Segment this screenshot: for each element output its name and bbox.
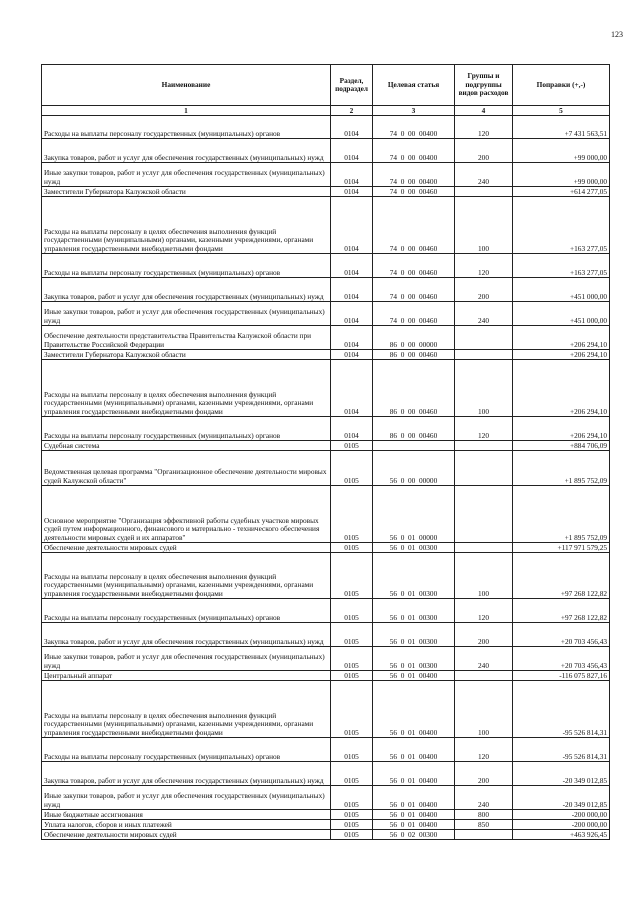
header-amendment: Поправки (+,-) bbox=[513, 65, 610, 106]
row-amount: +1 895 752,09 bbox=[513, 451, 610, 486]
row-name: Центральный аппарат bbox=[42, 671, 331, 681]
row-section: 0105 bbox=[331, 599, 373, 623]
row-article: 56 0 01 00300 bbox=[373, 623, 455, 647]
row-amount: +7 431 563,51 bbox=[513, 116, 610, 139]
row-group bbox=[455, 486, 513, 543]
row-section: 0105 bbox=[331, 451, 373, 486]
row-section: 0104 bbox=[331, 163, 373, 187]
column-number: 3 bbox=[373, 106, 455, 116]
table-row bbox=[42, 197, 610, 254]
row-amount: +206 294,10 bbox=[513, 417, 610, 441]
row-amount: +451 000,00 bbox=[513, 302, 610, 326]
table-row bbox=[42, 302, 610, 326]
row-group: 100 bbox=[455, 553, 513, 599]
row-group: 240 bbox=[455, 302, 513, 326]
row-group bbox=[455, 830, 513, 840]
row-article: 56 0 01 00000 bbox=[373, 486, 455, 543]
table-row bbox=[42, 350, 610, 360]
row-amount: +884 706,09 bbox=[513, 441, 610, 451]
row-group bbox=[455, 441, 513, 451]
table-row bbox=[42, 543, 610, 553]
row-group bbox=[455, 187, 513, 197]
row-amount: +206 294,10 bbox=[513, 326, 610, 350]
table-row bbox=[42, 810, 610, 820]
row-article: 56 0 00 00000 bbox=[373, 451, 455, 486]
row-amount: +206 294,10 bbox=[513, 360, 610, 417]
header-name: Наименование bbox=[42, 65, 331, 106]
row-section: 0105 bbox=[331, 786, 373, 810]
row-section: 0104 bbox=[331, 187, 373, 197]
row-amount: +117 971 579,25 bbox=[513, 543, 610, 553]
column-number: 5 bbox=[513, 106, 610, 116]
table-row bbox=[42, 820, 610, 830]
row-article: 56 0 01 00400 bbox=[373, 786, 455, 810]
table-row bbox=[42, 278, 610, 302]
row-name: Основное мероприятие "Организация эффективной работы судебных участков мировых судей путем информационного, финансового и материально - технического обеспечения деятельности мировых судей и их аппаратов" bbox=[42, 486, 331, 543]
row-section: 0105 bbox=[331, 486, 373, 543]
row-group bbox=[455, 671, 513, 681]
row-amount: +206 294,10 bbox=[513, 350, 610, 360]
row-section: 0104 bbox=[331, 302, 373, 326]
header-section: Раздел, подраздел bbox=[331, 65, 373, 106]
table-row bbox=[42, 360, 610, 417]
row-article: 56 0 01 00400 bbox=[373, 681, 455, 738]
row-amount: +99 000,00 bbox=[513, 163, 610, 187]
row-article: 56 0 02 00300 bbox=[373, 830, 455, 840]
row-article: 56 0 01 00300 bbox=[373, 553, 455, 599]
row-article bbox=[373, 441, 455, 451]
table-row bbox=[42, 139, 610, 163]
row-section: 0105 bbox=[331, 671, 373, 681]
row-name: Иные закупки товаров, работ и услуг для обеспечения государственных (муниципальных) нужд bbox=[42, 302, 331, 326]
row-article: 74 0 00 00460 bbox=[373, 278, 455, 302]
row-name: Расходы на выплаты персоналу в целях обеспечения выполнения функций государственными (муниципальными) органами, казенными учреждениями, органами управления государственными внебюджетными фондами bbox=[42, 553, 331, 599]
table-row bbox=[42, 762, 610, 786]
row-name: Уплата налогов, сборов и иных платежей bbox=[42, 820, 331, 830]
row-section: 0104 bbox=[331, 254, 373, 278]
row-group: 240 bbox=[455, 647, 513, 671]
row-article: 86 0 00 00460 bbox=[373, 360, 455, 417]
column-number: 1 bbox=[42, 106, 331, 116]
row-section: 0105 bbox=[331, 830, 373, 840]
row-amount: +451 000,00 bbox=[513, 278, 610, 302]
row-group: 850 bbox=[455, 820, 513, 830]
row-section: 0104 bbox=[331, 197, 373, 254]
row-name: Обеспечение деятельности мировых судей bbox=[42, 830, 331, 840]
table-row bbox=[42, 116, 610, 139]
row-section: 0104 bbox=[331, 116, 373, 139]
row-group: 100 bbox=[455, 197, 513, 254]
row-article: 74 0 00 00400 bbox=[373, 116, 455, 139]
row-section: 0104 bbox=[331, 417, 373, 441]
row-amount: -95 526 814,31 bbox=[513, 738, 610, 762]
row-group: 100 bbox=[455, 681, 513, 738]
table-row bbox=[42, 623, 610, 647]
column-number: 4 bbox=[455, 106, 513, 116]
row-group bbox=[455, 451, 513, 486]
row-name: Закупка товаров, работ и услуг для обеспечения государственных (муниципальных) нужд bbox=[42, 139, 331, 163]
table-row bbox=[42, 681, 610, 738]
row-amount: +163 277,05 bbox=[513, 197, 610, 254]
row-name: Судебная система bbox=[42, 441, 331, 451]
table-row bbox=[42, 163, 610, 187]
row-name: Иные закупки товаров, работ и услуг для обеспечения государственных (муниципальных) нужд bbox=[42, 786, 331, 810]
row-group: 200 bbox=[455, 278, 513, 302]
row-name: Расходы на выплаты персоналу в целях обеспечения выполнения функций государственными (муниципальными) органами, казенными учреждениями, органами управления государственными внебюджетными фондами bbox=[42, 681, 331, 738]
row-name: Иные закупки товаров, работ и услуг для обеспечения государственных (муниципальных) нужд bbox=[42, 163, 331, 187]
page-number: 123 bbox=[611, 30, 623, 39]
row-group: 240 bbox=[455, 786, 513, 810]
row-group: 200 bbox=[455, 139, 513, 163]
table-row bbox=[42, 786, 610, 810]
row-group: 200 bbox=[455, 623, 513, 647]
row-section: 0105 bbox=[331, 623, 373, 647]
row-section: 0104 bbox=[331, 139, 373, 163]
row-name: Расходы на выплаты персоналу в целях обеспечения выполнения функций государственными (муниципальными) органами, казенными учреждениями, органами управления государственными внебюджетными фондами bbox=[42, 360, 331, 417]
row-group: 100 bbox=[455, 360, 513, 417]
table-row bbox=[42, 647, 610, 671]
row-group: 240 bbox=[455, 163, 513, 187]
table-row bbox=[42, 486, 610, 543]
row-article: 56 0 01 00300 bbox=[373, 543, 455, 553]
table-row bbox=[42, 553, 610, 599]
row-name: Расходы на выплаты персоналу государственных (муниципальных) органов bbox=[42, 254, 331, 278]
table-row bbox=[42, 254, 610, 278]
row-group: 120 bbox=[455, 116, 513, 139]
table-row bbox=[42, 738, 610, 762]
row-article: 56 0 01 00400 bbox=[373, 671, 455, 681]
row-section: 0105 bbox=[331, 681, 373, 738]
row-group bbox=[455, 350, 513, 360]
row-name: Ведомственная целевая программа "Организационное обеспечение деятельности мировых судей Калужской области" bbox=[42, 451, 331, 486]
row-article: 74 0 00 00400 bbox=[373, 139, 455, 163]
row-amount: +99 000,00 bbox=[513, 139, 610, 163]
row-name: Закупка товаров, работ и услуг для обеспечения государственных (муниципальных) нужд bbox=[42, 623, 331, 647]
row-article: 56 0 01 00300 bbox=[373, 647, 455, 671]
row-amount: +614 277,05 bbox=[513, 187, 610, 197]
row-group: 120 bbox=[455, 254, 513, 278]
row-name: Заместители Губернатора Калужской области bbox=[42, 350, 331, 360]
table-row bbox=[42, 441, 610, 451]
row-group: 120 bbox=[455, 599, 513, 623]
header-group: Группы и подгруппы видов расходов bbox=[455, 65, 513, 106]
column-number-row bbox=[42, 106, 610, 116]
row-amount: -20 349 012,85 bbox=[513, 786, 610, 810]
row-amount: +163 277,05 bbox=[513, 254, 610, 278]
row-group bbox=[455, 326, 513, 350]
row-article: 74 0 00 00460 bbox=[373, 254, 455, 278]
row-name: Иные закупки товаров, работ и услуг для обеспечения государственных (муниципальных) нужд bbox=[42, 647, 331, 671]
budget-amendments-table bbox=[41, 64, 610, 840]
header-article: Целевая статья bbox=[373, 65, 455, 106]
row-group: 120 bbox=[455, 738, 513, 762]
row-group: 120 bbox=[455, 417, 513, 441]
table-row bbox=[42, 187, 610, 197]
row-name: Расходы на выплаты персоналу государственных (муниципальных) органов bbox=[42, 738, 331, 762]
row-amount: +20 703 456,43 bbox=[513, 647, 610, 671]
row-amount: +97 268 122,82 bbox=[513, 599, 610, 623]
row-amount: -200 000,00 bbox=[513, 820, 610, 830]
row-name: Обеспечение деятельности мировых судей bbox=[42, 543, 331, 553]
row-article: 56 0 01 00400 bbox=[373, 738, 455, 762]
row-name: Иные бюджетные ассигнования bbox=[42, 810, 331, 820]
row-article: 56 0 01 00400 bbox=[373, 820, 455, 830]
row-article: 74 0 00 00400 bbox=[373, 163, 455, 187]
row-amount: -95 526 814,31 bbox=[513, 681, 610, 738]
row-article: 74 0 00 00460 bbox=[373, 187, 455, 197]
row-name: Расходы на выплаты персоналу государственных (муниципальных) органов bbox=[42, 599, 331, 623]
row-article: 56 0 01 00400 bbox=[373, 762, 455, 786]
row-amount: -116 075 827,16 bbox=[513, 671, 610, 681]
row-section: 0105 bbox=[331, 738, 373, 762]
row-section: 0104 bbox=[331, 278, 373, 302]
row-article: 56 0 01 00300 bbox=[373, 599, 455, 623]
row-article: 74 0 00 00460 bbox=[373, 197, 455, 254]
table-header-row bbox=[42, 65, 610, 106]
row-amount: +463 926,45 bbox=[513, 830, 610, 840]
table-row bbox=[42, 326, 610, 350]
row-article: 86 0 00 00000 bbox=[373, 326, 455, 350]
row-amount: -20 349 012,85 bbox=[513, 762, 610, 786]
row-article: 56 0 01 00400 bbox=[373, 810, 455, 820]
table-row bbox=[42, 417, 610, 441]
row-name: Обеспечение деятельности представительства Правительства Калужской области при Правительстве Российской Федерации bbox=[42, 326, 331, 350]
row-name: Закупка товаров, работ и услуг для обеспечения государственных (муниципальных) нужд bbox=[42, 278, 331, 302]
row-section: 0105 bbox=[331, 553, 373, 599]
row-section: 0105 bbox=[331, 441, 373, 451]
row-section: 0105 bbox=[331, 543, 373, 553]
row-section: 0105 bbox=[331, 810, 373, 820]
table-row bbox=[42, 671, 610, 681]
table-row bbox=[42, 599, 610, 623]
row-section: 0104 bbox=[331, 350, 373, 360]
row-name: Расходы на выплаты персоналу государственных (муниципальных) органов bbox=[42, 417, 331, 441]
column-number: 2 bbox=[331, 106, 373, 116]
row-article: 86 0 00 00460 bbox=[373, 350, 455, 360]
row-article: 74 0 00 00460 bbox=[373, 302, 455, 326]
row-group: 200 bbox=[455, 762, 513, 786]
row-section: 0104 bbox=[331, 360, 373, 417]
row-section: 0104 bbox=[331, 326, 373, 350]
row-article: 86 0 00 00460 bbox=[373, 417, 455, 441]
row-name: Закупка товаров, работ и услуг для обеспечения государственных (муниципальных) нужд bbox=[42, 762, 331, 786]
row-amount: +1 895 752,09 bbox=[513, 486, 610, 543]
row-name: Расходы на выплаты персоналу в целях обеспечения выполнения функций государственными (муниципальными) органами, казенными учреждениями, органами управления государственными внебюджетными фондами bbox=[42, 197, 331, 254]
table-row bbox=[42, 451, 610, 486]
row-group bbox=[455, 543, 513, 553]
row-name: Заместители Губернатора Калужской области bbox=[42, 187, 331, 197]
row-group: 800 bbox=[455, 810, 513, 820]
table-row bbox=[42, 830, 610, 840]
row-amount: +97 268 122,82 bbox=[513, 553, 610, 599]
row-name: Расходы на выплаты персоналу государственных (муниципальных) органов bbox=[42, 116, 331, 139]
row-section: 0105 bbox=[331, 647, 373, 671]
row-amount: -200 000,00 bbox=[513, 810, 610, 820]
row-section: 0105 bbox=[331, 820, 373, 830]
row-section: 0105 bbox=[331, 762, 373, 786]
row-amount: +20 703 456,43 bbox=[513, 623, 610, 647]
